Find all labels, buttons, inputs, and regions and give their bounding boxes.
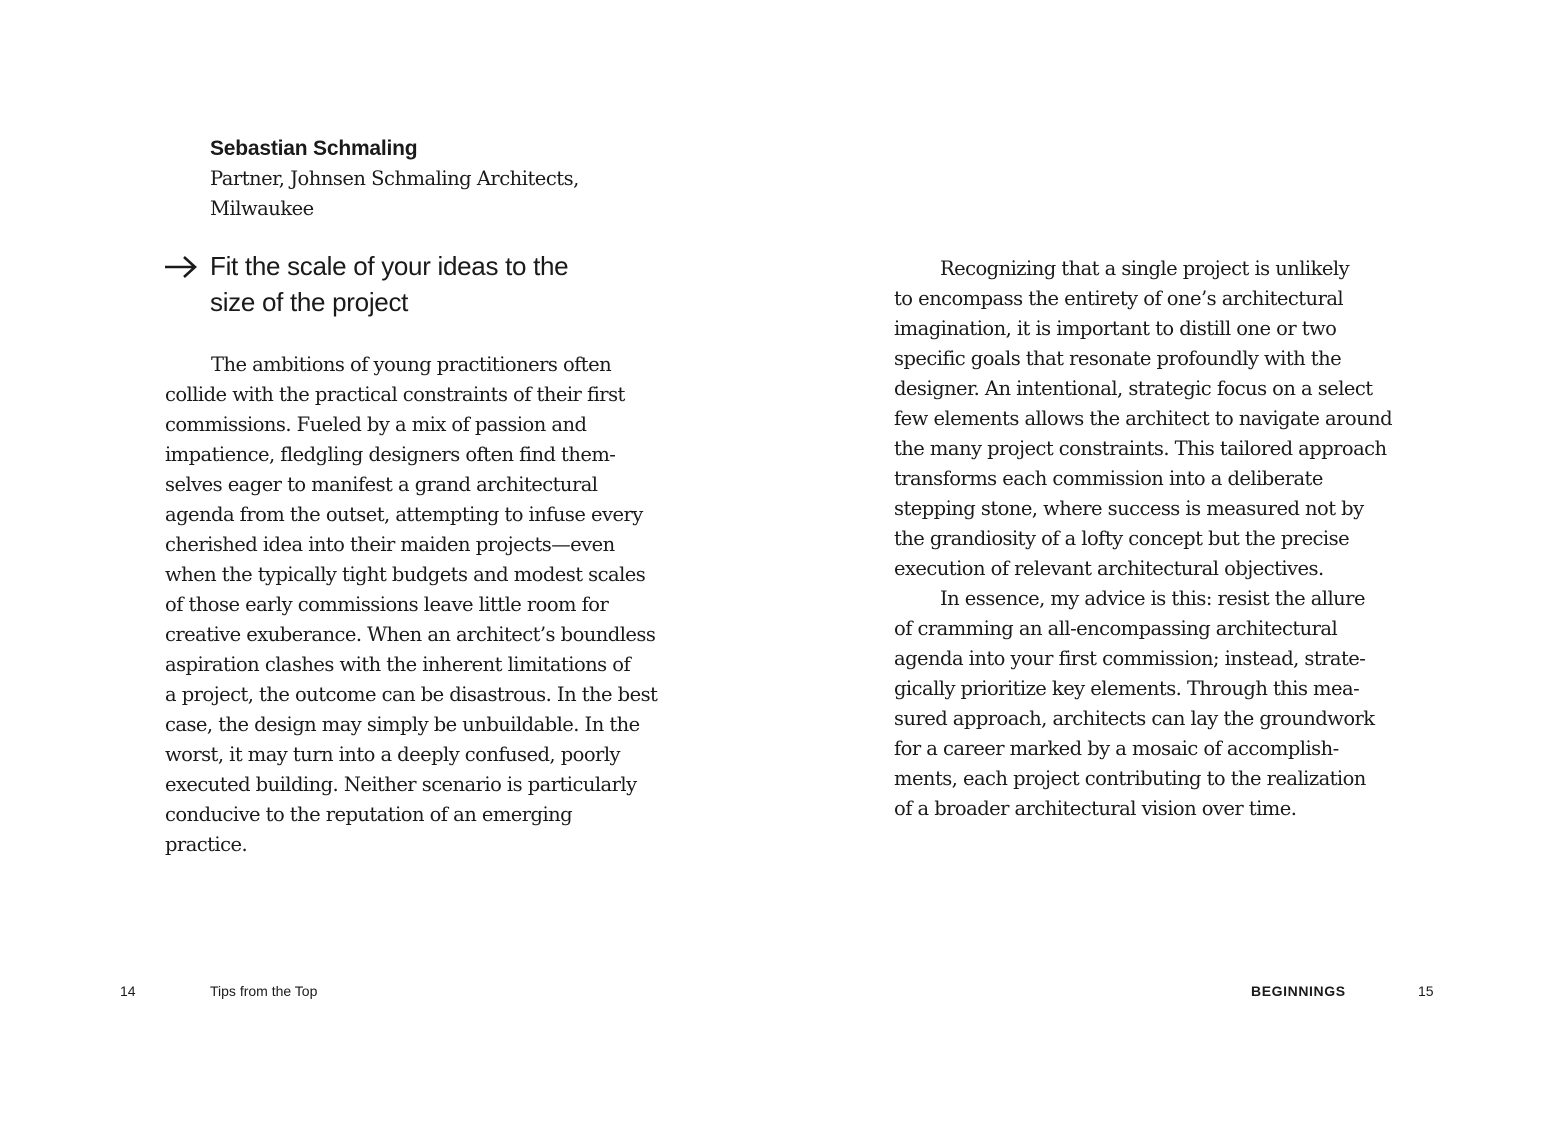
right-body-text bbox=[894, 254, 1392, 824]
text-line: of those early commissions leave little room for bbox=[165, 593, 609, 616]
section-title: BEGINNINGS bbox=[1251, 983, 1346, 999]
text-line: designer. An intentional, strategic focus on a select bbox=[894, 377, 1373, 400]
text-line: few elements allows the architect to navigate around bbox=[894, 407, 1393, 430]
text-line: creative exuberance. When an architect’s boundless bbox=[165, 623, 656, 646]
section-heading bbox=[210, 248, 568, 320]
author-name: Sebastian Schmaling bbox=[210, 137, 418, 160]
text-line: a project, the outcome can be disastrous. In the best bbox=[165, 683, 658, 706]
text-line: stepping stone, where success is measured not by bbox=[894, 497, 1364, 520]
text-line: to encompass the entirety of one’s architectural bbox=[894, 287, 1344, 310]
role-line: Partner, Johnsen Schmaling Architects, bbox=[210, 167, 579, 190]
role-line: Milwaukee bbox=[210, 197, 314, 220]
author-role bbox=[210, 164, 579, 224]
text-line: Recognizing that a single project is unlikely bbox=[940, 257, 1350, 280]
text-line: the many project constraints. This tailored approach bbox=[894, 437, 1387, 460]
text-line: of cramming an all-encompassing architectural bbox=[894, 617, 1338, 640]
left-body-text bbox=[165, 350, 657, 860]
text-line: selves eager to manifest a grand architectural bbox=[165, 473, 598, 496]
text-line: transforms each commission into a deliberate bbox=[894, 467, 1323, 490]
text-line: gically prioritize key elements. Through this mea- bbox=[894, 677, 1360, 700]
text-line: In essence, my advice is this: resist the allure bbox=[940, 587, 1365, 610]
text-line: specific goals that resonate profoundly with the bbox=[894, 347, 1342, 370]
text-line: executed building. Neither scenario is particularly bbox=[165, 773, 637, 796]
text-line: collide with the practical constraints of their first bbox=[165, 383, 625, 406]
text-line: the grandiosity of a lofty concept but the precise bbox=[894, 527, 1350, 550]
text-line: when the typically tight budgets and modest scales bbox=[165, 563, 646, 586]
text-line: cherished idea into their maiden projects—even bbox=[165, 533, 615, 556]
text-line: ments, each project contributing to the realization bbox=[894, 767, 1366, 790]
text-line: execution of relevant architectural objectives. bbox=[894, 557, 1324, 580]
text-line: practice. bbox=[165, 833, 248, 856]
text-line: The ambitions of young practitioners often bbox=[211, 353, 612, 376]
text-line: conducive to the reputation of an emerging bbox=[165, 803, 573, 826]
heading-line: Fit the scale of your ideas to the bbox=[210, 251, 569, 281]
text-line: sured approach, architects can lay the groundwork bbox=[894, 707, 1375, 730]
arrow-right-icon bbox=[163, 252, 199, 282]
text-line: imagination, it is important to distill one or two bbox=[894, 317, 1337, 340]
heading-line: size of the project bbox=[210, 287, 409, 317]
running-title: Tips from the Top bbox=[210, 983, 318, 999]
text-line: agenda from the outset, attempting to infuse every bbox=[165, 503, 643, 526]
text-line: for a career marked by a mosaic of accomplish- bbox=[894, 737, 1339, 760]
page-number-right: 15 bbox=[1418, 983, 1434, 999]
text-line: commissions. Fueled by a mix of passion and bbox=[165, 413, 587, 436]
text-line: worst, it may turn into a deeply confused, poorly bbox=[165, 743, 620, 766]
text-line: case, the design may simply be unbuildable. In the bbox=[165, 713, 640, 736]
text-line: impatience, fledgling designers often find them- bbox=[165, 443, 616, 466]
page-number-left: 14 bbox=[120, 983, 136, 999]
text-line: agenda into your first commission; instead, strate- bbox=[894, 647, 1366, 670]
text-line: of a broader architectural vision over time. bbox=[894, 797, 1297, 820]
text-line: aspiration clashes with the inherent limitations of bbox=[165, 653, 631, 676]
